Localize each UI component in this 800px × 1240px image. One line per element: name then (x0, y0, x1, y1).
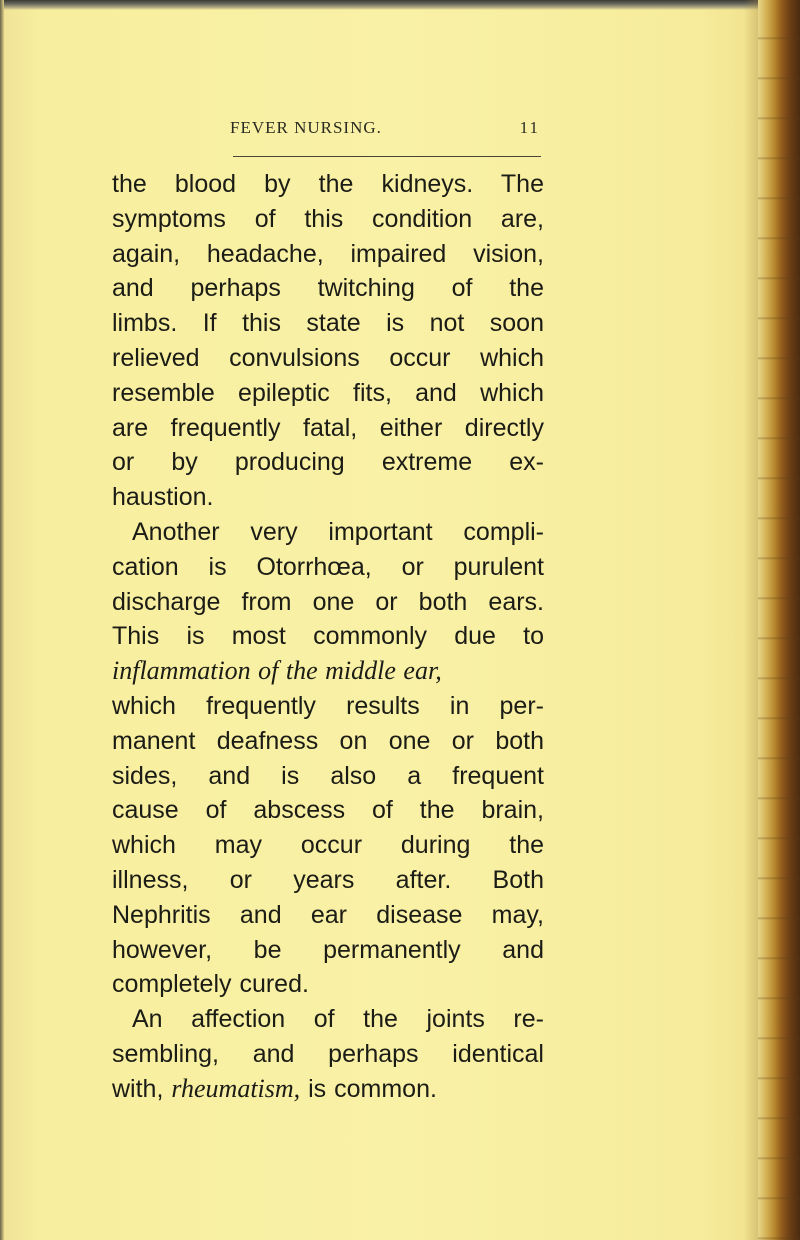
text-line: illness, or years after. Both (112, 865, 544, 894)
text-line: limbs. If this state is not soon (112, 309, 544, 338)
text-line: however, be permanently and (112, 935, 544, 964)
text-line: which may occur during the (112, 831, 544, 860)
text-line: This is most commonly due to (112, 622, 544, 651)
text-line: cation is Otorrhœa, or purulent (112, 552, 544, 581)
body-text (112, 167, 544, 1107)
header-rule (233, 156, 541, 157)
text-line (112, 1072, 544, 1107)
running-title: FEVER NURSING. (230, 118, 382, 137)
gutter-shadow (744, 0, 758, 1240)
text-line: resemble epileptic fits, and which (112, 378, 544, 407)
text-line: sides, and is also a frequent (112, 761, 544, 790)
text-line: manent deafness on one or both (112, 726, 544, 755)
text-line: symptoms of this condition are, (112, 204, 544, 233)
page-left-edge (0, 0, 4, 1240)
page-number: 11 (519, 118, 540, 137)
text-line: discharge from one or both ears. (112, 587, 544, 616)
text-line: again, headache, impaired vision, (112, 239, 544, 268)
text-line-italic: inflammation of the middle ear, (112, 656, 442, 686)
line-segment: with, (112, 1074, 164, 1103)
text-line: or by producing extreme ex- (112, 448, 544, 477)
text-line: cause of abscess of the brain, (112, 796, 544, 825)
page-header (120, 118, 542, 140)
italic-term: rheumatism, (171, 1073, 301, 1103)
book-spine (758, 0, 800, 1240)
text-line: and perhaps twitching of the (112, 274, 544, 303)
text-line: haustion. (112, 483, 214, 512)
line-segment: is common. (308, 1074, 437, 1103)
text-line: completely cured. (112, 970, 309, 999)
text-line: An affection of the joints re- (132, 1005, 544, 1034)
text-line: are frequently fatal, either directly (112, 413, 544, 442)
text-line: sembling, and perhaps identical (112, 1039, 544, 1068)
text-line: which frequently results in per- (112, 691, 544, 720)
text-line: relieved convulsions occur which (112, 343, 544, 372)
text-line: Another very important compli- (132, 517, 544, 546)
page-top-edge (0, 0, 800, 10)
text-line: the blood by the kidneys. The (112, 170, 544, 198)
text-line: Nephritis and ear disease may, (112, 900, 544, 929)
